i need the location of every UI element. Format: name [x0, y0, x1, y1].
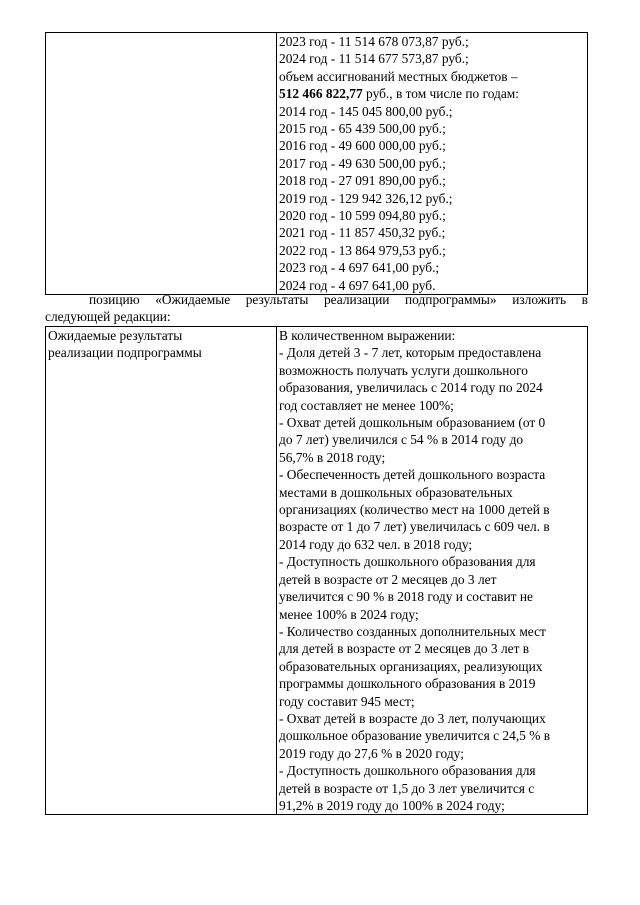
budget-line: 2023 год - 4 697 641,00 руб.; [279, 260, 440, 276]
result-item [279, 710, 585, 762]
result-item [279, 553, 585, 623]
budget-line: 2021 год - 11 857 450,32 руб.; [279, 225, 446, 241]
result-line: менее 100% в 2024 году; [279, 606, 419, 622]
result-item [279, 623, 585, 710]
result-line: организациях (количество мест на 1000 детей в [279, 502, 550, 518]
paragraph-line: позицию «Ожидаемые результаты реализации подпрограммы» изложить в [89, 292, 588, 307]
budget-line: 2019 год - 129 942 326,12 руб.; [279, 190, 453, 206]
results-label-line: Ожидаемые результаты [48, 328, 183, 343]
budget-line: 2022 год - 13 864 979,53 руб.; [279, 242, 446, 258]
result-line: местами в дошкольных образовательных [279, 484, 513, 500]
result-line: детей в возрасте от 1,5 до 3 лет увеличится с [279, 780, 535, 796]
result-line: году составит 945 мест; [279, 693, 415, 709]
budget-line: 2023 год - 11 514 678 073,87 руб.; [279, 34, 469, 49]
paragraph-line: следующей редакции: [45, 309, 171, 325]
budget-line: объем ассигнований местных бюджетов – [279, 68, 518, 84]
budget-line: 2020 год - 10 599 094,80 руб.; [279, 208, 446, 224]
results-intro: В количественном выражении: [279, 328, 456, 343]
budget-total-line [279, 85, 585, 102]
result-line: - Охват детей дошкольным образованием (от 0 [279, 415, 546, 431]
result-item [279, 414, 585, 466]
budget-values-cell [277, 33, 588, 295]
table-row [46, 327, 588, 815]
result-line: 2019 году до 27,6 % в 2020 году; [279, 745, 464, 761]
result-line: детей в возрасте от 2 месяцев до 3 лет [279, 571, 497, 587]
result-line: год составляет не менее 100%; [279, 397, 454, 413]
result-line: - Количество созданных дополнительных мест [279, 623, 546, 639]
budget-line: 2024 год - 11 514 677 573,87 руб.; [279, 51, 469, 67]
result-line: дошкольное образование увеличится с 24,5 % в [279, 728, 551, 744]
result-line: 91,2% в 2019 году до 100% в 2024 году; [279, 797, 505, 813]
budget-line: 2016 год - 49 600 000,00 руб.; [279, 138, 446, 154]
budget-line: 2018 год - 27 091 890,00 руб.; [279, 173, 446, 189]
result-item [279, 762, 585, 814]
result-line: возможность получать услуги дошкольного [279, 362, 528, 378]
budget-label-cell [46, 33, 277, 295]
budget-table [45, 32, 588, 295]
budget-line: 2024 год - 4 697 641,00 руб. [279, 277, 436, 293]
budget-line: 2014 год - 145 045 800,00 руб.; [279, 103, 453, 119]
budget-total-amount: 512 466 822,77 [279, 86, 363, 102]
result-line: - Доля детей 3 - 7 лет, которым предоставлена [279, 345, 542, 361]
results-label-cell [46, 327, 277, 815]
results-label-line: реализации подпрограммы [48, 345, 202, 361]
result-line: программы дошкольного образования в 2019 [279, 676, 536, 692]
result-line: для детей в возрасте от 2 месяцев до 3 лет в [279, 641, 530, 657]
result-item [279, 344, 585, 414]
results-table [45, 326, 588, 815]
result-line: образования, увеличилась с 2014 году по 2024 [279, 380, 543, 396]
table-row [46, 33, 588, 295]
budget-total-suffix: руб., в том числе по годам: [362, 86, 519, 102]
result-line: - Обеспеченность детей дошкольного возраста [279, 467, 546, 483]
result-line: до 7 лет) увеличился с 54 % в 2014 году до [279, 432, 524, 448]
budget-line: 2017 год - 49 630 500,00 руб.; [279, 155, 446, 171]
result-line: 2014 году до 632 чел. в 2018 году; [279, 536, 473, 552]
result-line: 56,7% в 2018 году; [279, 449, 386, 465]
result-line: образовательных организациях, реализующих [279, 658, 543, 674]
result-line: - Охват детей в возрасте до 3 лет, получающих [279, 710, 546, 726]
budget-line: 2015 год - 65 439 500,00 руб.; [279, 121, 446, 137]
result-line: возрасте от 1 до 7 лет) увеличилась с 609 чел. в [279, 519, 550, 535]
result-line: увеличится с 90 % в 2018 году и составит не [279, 589, 533, 605]
instruction-paragraph [45, 291, 588, 326]
result-line: - Доступность дошкольного образования для [279, 554, 536, 570]
result-line: - Доступность дошкольного образования для [279, 763, 536, 779]
results-values-cell [277, 327, 588, 815]
result-item [279, 466, 585, 553]
